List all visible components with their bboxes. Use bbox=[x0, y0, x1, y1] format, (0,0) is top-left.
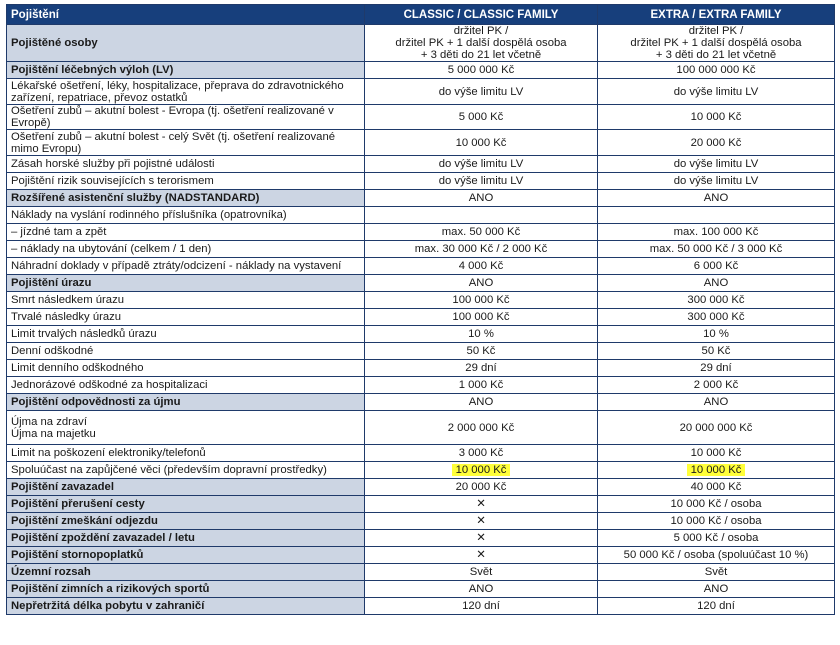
classic-value: ANO bbox=[365, 190, 598, 207]
extra-value: 10 000 Kč / osoba bbox=[598, 513, 835, 530]
classic-value: 100 000 Kč bbox=[365, 292, 598, 309]
table-row bbox=[7, 241, 835, 258]
row-label: Denní odškodné bbox=[7, 343, 365, 360]
extra-value: 50 000 Kč / osoba (spoluúčast 10 %) bbox=[598, 547, 835, 564]
row-label: – náklady na ubytování (celkem / 1 den) bbox=[7, 241, 365, 258]
row-label: Pojištění léčebných výloh (LV) bbox=[7, 62, 365, 79]
classic-value: ✕ bbox=[365, 496, 598, 513]
table-row bbox=[7, 479, 835, 496]
table-row bbox=[7, 105, 835, 130]
row-label: Limit na poškození elektroniky/telefonů bbox=[7, 445, 365, 462]
classic-value: držitel PK / držitel PK + 1 další dospělá osoba + 3 děti do 21 let včetně bbox=[365, 25, 598, 62]
extra-value: 10 000 Kč / osoba bbox=[598, 496, 835, 513]
extra-value: do výše limitu LV bbox=[598, 156, 835, 173]
classic-value: do výše limitu LV bbox=[365, 173, 598, 190]
extra-value: 20 000 000 Kč bbox=[598, 411, 835, 445]
row-label: Smrt následkem úrazu bbox=[7, 292, 365, 309]
extra-value: 100 000 000 Kč bbox=[598, 62, 835, 79]
extra-value: 50 Kč bbox=[598, 343, 835, 360]
classic-value: Svět bbox=[365, 564, 598, 581]
table-row bbox=[7, 411, 835, 445]
classic-value: 20 000 Kč bbox=[365, 479, 598, 496]
extra-value: ANO bbox=[598, 394, 835, 411]
extra-value: 10 000 Kč bbox=[598, 445, 835, 462]
table-row bbox=[7, 394, 835, 411]
table-row bbox=[7, 62, 835, 79]
classic-value: max. 50 000 Kč bbox=[365, 224, 598, 241]
classic-value: do výše limitu LV bbox=[365, 79, 598, 105]
classic-value: 5 000 000 Kč bbox=[365, 62, 598, 79]
row-label: Nepřetržitá délka pobytu v zahraničí bbox=[7, 598, 365, 615]
extra-value: 40 000 Kč bbox=[598, 479, 835, 496]
extra-value: 5 000 Kč / osoba bbox=[598, 530, 835, 547]
row-label: Pojištění přerušení cesty bbox=[7, 496, 365, 513]
table-row bbox=[7, 445, 835, 462]
table-row bbox=[7, 275, 835, 292]
classic-value: 2 000 000 Kč bbox=[365, 411, 598, 445]
extra-value: 120 dní bbox=[598, 598, 835, 615]
classic-value: ANO bbox=[365, 581, 598, 598]
header-classic: CLASSIC / CLASSIC FAMILY bbox=[365, 5, 598, 25]
classic-value: 5 000 Kč bbox=[365, 105, 598, 130]
row-label: Pojištění zimních a rizikových sportů bbox=[7, 581, 365, 598]
table-row bbox=[7, 377, 835, 394]
extra-value: ANO bbox=[598, 275, 835, 292]
header-title: Pojištění bbox=[7, 5, 365, 25]
row-label: Pojištění zpoždění zavazadel / letu bbox=[7, 530, 365, 547]
table-row bbox=[7, 343, 835, 360]
extra-value: 300 000 Kč bbox=[598, 309, 835, 326]
extra-value: 20 000 Kč bbox=[598, 130, 835, 156]
row-label: Zásah horské služby při pojistné události bbox=[7, 156, 365, 173]
row-label: Pojištění stornopoplatků bbox=[7, 547, 365, 564]
row-label: Pojištění rizik souvisejících s terorismem bbox=[7, 173, 365, 190]
row-label: Územní rozsah bbox=[7, 564, 365, 581]
row-label: – jízdné tam a zpět bbox=[7, 224, 365, 241]
row-label: Ošetření zubů – akutní bolest - celý Svět (tj. ošetření realizované mimo Evropu) bbox=[7, 130, 365, 156]
table-row bbox=[7, 326, 835, 343]
classic-value: ✕ bbox=[365, 530, 598, 547]
classic-value: 100 000 Kč bbox=[365, 309, 598, 326]
table-row bbox=[7, 513, 835, 530]
table-row bbox=[7, 173, 835, 190]
extra-value: Svět bbox=[598, 564, 835, 581]
extra-value bbox=[598, 462, 835, 479]
row-label: Pojištění úrazu bbox=[7, 275, 365, 292]
table-row bbox=[7, 360, 835, 377]
row-label: Újma na zdraví Újma na majetku bbox=[7, 411, 365, 445]
table-row bbox=[7, 207, 835, 224]
row-label: Náhradní doklady v případě ztráty/odcizení - náklady na vystavení bbox=[7, 258, 365, 275]
extra-value: max. 100 000 Kč bbox=[598, 224, 835, 241]
extra-value: do výše limitu LV bbox=[598, 173, 835, 190]
extra-value: 10 000 Kč bbox=[598, 105, 835, 130]
row-label: Spoluúčast na zapůjčené věci (především dopravní prostředky) bbox=[7, 462, 365, 479]
row-label: Lékařské ošetření, léky, hospitalizace, přeprava do zdravotnického zařízení, repatriace, převoz ostatků bbox=[7, 79, 365, 105]
insurance-table-container bbox=[6, 4, 834, 615]
highlighted-value: 10 000 Kč bbox=[687, 464, 746, 476]
extra-value: max. 50 000 Kč / 3 000 Kč bbox=[598, 241, 835, 258]
row-label: Pojištění zavazadel bbox=[7, 479, 365, 496]
table-row bbox=[7, 156, 835, 173]
classic-value bbox=[365, 462, 598, 479]
extra-value: 29 dní bbox=[598, 360, 835, 377]
row-label: Pojištěné osoby bbox=[7, 25, 365, 62]
table-header-row bbox=[7, 5, 835, 25]
row-label: Pojištění zmeškání odjezdu bbox=[7, 513, 365, 530]
extra-value: ANO bbox=[598, 190, 835, 207]
extra-value bbox=[598, 207, 835, 224]
row-label: Náklady na vyslání rodinného příslušníka (opatrovníka) bbox=[7, 207, 365, 224]
extra-value: do výše limitu LV bbox=[598, 79, 835, 105]
classic-value: 50 Kč bbox=[365, 343, 598, 360]
classic-value: ANO bbox=[365, 394, 598, 411]
insurance-comparison-table bbox=[6, 4, 835, 615]
row-label: Jednorázové odškodné za hospitalizaci bbox=[7, 377, 365, 394]
extra-value: 2 000 Kč bbox=[598, 377, 835, 394]
classic-value: 29 dní bbox=[365, 360, 598, 377]
table-row bbox=[7, 564, 835, 581]
extra-value: držitel PK / držitel PK + 1 další dospělá osoba + 3 děti do 21 let včetně bbox=[598, 25, 835, 62]
extra-value: 300 000 Kč bbox=[598, 292, 835, 309]
table-body bbox=[7, 25, 835, 615]
classic-value: 10 000 Kč bbox=[365, 130, 598, 156]
row-label: Rozšířené asistenční služby (NADSTANDARD) bbox=[7, 190, 365, 207]
row-label: Trvalé následky úrazu bbox=[7, 309, 365, 326]
table-row bbox=[7, 530, 835, 547]
table-row bbox=[7, 25, 835, 62]
extra-value: 6 000 Kč bbox=[598, 258, 835, 275]
row-label: Pojištění odpovědnosti za újmu bbox=[7, 394, 365, 411]
table-row bbox=[7, 309, 835, 326]
classic-value: ✕ bbox=[365, 513, 598, 530]
classic-value: ANO bbox=[365, 275, 598, 292]
classic-value: 1 000 Kč bbox=[365, 377, 598, 394]
row-label: Limit trvalých následků úrazu bbox=[7, 326, 365, 343]
classic-value: 120 dní bbox=[365, 598, 598, 615]
table-row bbox=[7, 547, 835, 564]
classic-value: ✕ bbox=[365, 547, 598, 564]
classic-value: 4 000 Kč bbox=[365, 258, 598, 275]
classic-value: do výše limitu LV bbox=[365, 156, 598, 173]
header-extra: EXTRA / EXTRA FAMILY bbox=[598, 5, 835, 25]
table-row bbox=[7, 190, 835, 207]
table-row bbox=[7, 581, 835, 598]
highlighted-value: 10 000 Kč bbox=[452, 464, 511, 476]
table-row bbox=[7, 598, 835, 615]
table-row bbox=[7, 79, 835, 105]
classic-value: 3 000 Kč bbox=[365, 445, 598, 462]
table-row bbox=[7, 224, 835, 241]
table-row bbox=[7, 292, 835, 309]
classic-value: 10 % bbox=[365, 326, 598, 343]
row-label: Limit denního odškodného bbox=[7, 360, 365, 377]
table-row bbox=[7, 462, 835, 479]
classic-value: max. 30 000 Kč / 2 000 Kč bbox=[365, 241, 598, 258]
row-label: Ošetření zubů – akutní bolest - Evropa (tj. ošetření realizované v Evropě) bbox=[7, 105, 365, 130]
table-row bbox=[7, 258, 835, 275]
classic-value bbox=[365, 207, 598, 224]
extra-value: ANO bbox=[598, 581, 835, 598]
table-row bbox=[7, 130, 835, 156]
table-row bbox=[7, 496, 835, 513]
extra-value: 10 % bbox=[598, 326, 835, 343]
